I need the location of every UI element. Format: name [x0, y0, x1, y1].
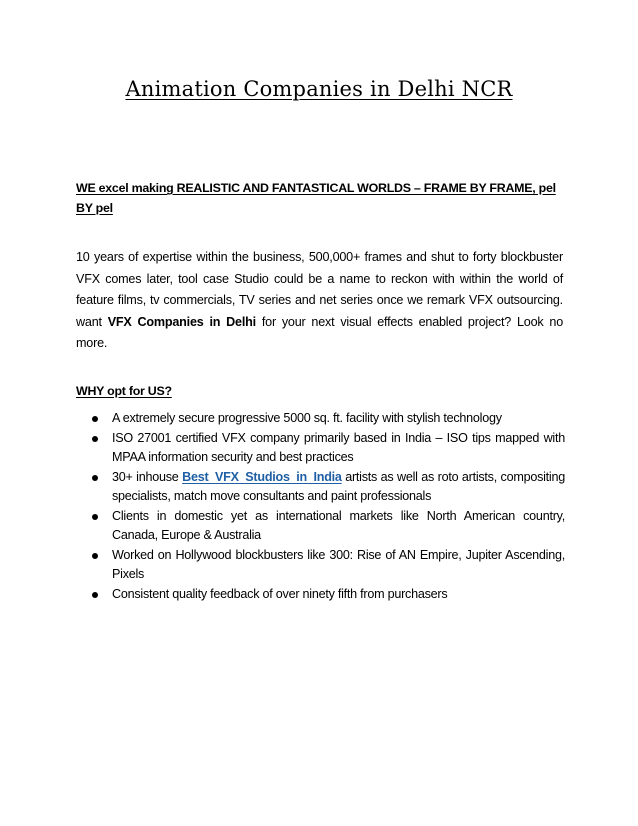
bullet-text: ISO 27001 certified VFX company primarily based in India – ISO tips mapped with MPAA information security and best practices [112, 430, 565, 464]
bullet-text: A extremely secure progressive 5000 sq. ft. facility with stylish technology [112, 411, 502, 425]
bullet-item [76, 507, 565, 546]
bullet-text: Consistent quality feedback of over ninety fifth from purchasers [112, 586, 448, 601]
why-heading: WHY opt for US? [76, 384, 172, 398]
bullet-dot-icon [92, 416, 98, 422]
bullet-dot-icon [92, 514, 98, 520]
bullet-text-after: artists as well as roto artists, compositing specialists, match move consultants and paint professionals [112, 469, 565, 503]
bullet-text: Clients in domestic yet as international markets like North American country, Canada, Europe & Australia [112, 508, 565, 542]
paragraph-text-after: for your next visual effects enabled project? Look no more. [76, 314, 564, 350]
bullet-text-before: 30+ inhouse [112, 469, 183, 484]
bullet-dot-icon [92, 553, 98, 559]
bullet-item [76, 409, 565, 429]
bullet-item [76, 429, 565, 468]
paragraph-bold-keyword: VFX Companies in Delhi [107, 314, 256, 329]
bullet-dot-icon [92, 436, 98, 442]
why-bullet-list [76, 409, 565, 604]
paragraph-text-before: 10 years of expertise within the business, 500,000+ frames and shut to forty blockbuster VFX comes later, tool case Studio could be a name to reckon with within the world of feature films, tv commercials, TV series and net series once we remark VFX outsourcing. want [76, 250, 563, 329]
document-title: Animation Companies in Delhi NCR [125, 77, 513, 101]
bullet-dot-icon [92, 592, 98, 598]
bullet-item [76, 585, 565, 605]
intro-paragraph [76, 247, 563, 355]
bullet-text: Worked on Hollywood blockbusters like 300: Rise of AN Empire, Jupiter Ascending, Pixels [112, 547, 565, 581]
intro-heading: WE excel making REALISTIC AND FANTASTICAL WORLDS – FRAME BY FRAME, pel BY pel [76, 181, 556, 215]
best-vfx-studios-link[interactable]: Best VFX Studios in India [182, 469, 342, 484]
bullet-item [76, 546, 565, 585]
bullet-item [76, 468, 565, 507]
bullet-dot-icon [92, 475, 98, 481]
